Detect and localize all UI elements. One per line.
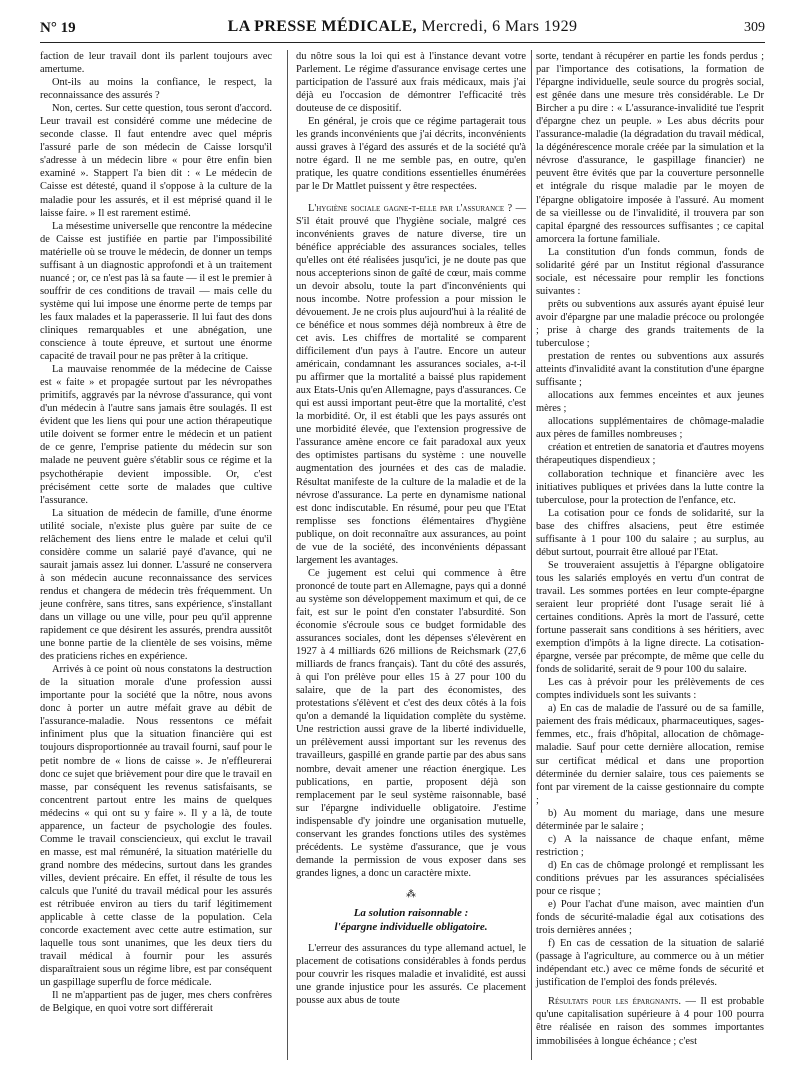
page-number: 309 bbox=[744, 20, 765, 35]
list-item: collaboration technique et financière avec les initiatives publiques et privées dans la lutte contre la tuberculose, pour la protection de l'enfance, etc. bbox=[536, 468, 764, 506]
case-item: d) En cas de chômage prolongé et remplissant les conditions prévues par les assurances spécialisées pour ce risque ; bbox=[536, 859, 764, 897]
paragraph: du nôtre sous la loi qui est à l'instance devant votre Parlement. Le régime d'assurance envisage certes une participation de l'assuré aux frais médicaux, mais j'ai déjà eu l'occasion de démontrer l'efficacité très douteuse de ce dispositif. bbox=[296, 51, 526, 115]
case-item: f) En cas de cessation de la situation de salarié (passage à l'agriculture, au commerce ou à un métier indépendant etc.) avec ce même fonds de sécurité et justification de l'emploi des fonds prélevés. bbox=[536, 938, 764, 989]
paragraph: La cotisation pour ce fonds de solidarité, sur la base des chiffres alsaciens, peut être estimée suffisante à 1 pour 100 du salaire ; au surplus, au début surtout, pourrait être alloué par l'Etat. bbox=[536, 507, 764, 558]
paragraph: Ont-ils au moins la confiance, le respect, la reconnaissance des assurés ? bbox=[40, 77, 272, 102]
column-divider-1 bbox=[287, 50, 288, 1060]
section-heading-results: Résultats pour les épargnants. bbox=[548, 996, 681, 1008]
list-item: allocations supplémentaires de chômage-maladie aux pères de familles nombreuses ; bbox=[536, 416, 764, 441]
paragraph: Il ne m'appartient pas de juger, mes chers confrères de Belgique, en quoi votre sort différerait bbox=[40, 990, 272, 1015]
paragraph: Se trouveraient assujettis à l'épargne obligatoire tous les salariés employés en vertu d'un contrat de travail. Les sommes portées en leur compte-épargne seraient leur propriété dont l'usage serait lié à certaines conditions. Après la mort de l'assuré, cette fortune passerait sans conditions à ses héritiers, avec exemption d'impôts à la ligne directe. La cotisation-épargne, versée par précompte, de même que celle du fonds de solidarité, serait de 9 pour 100 du salaire. bbox=[536, 559, 764, 676]
paragraph: Arrivés à ce point où nous constatons la destruction de la situation morale d'une profession aussi importante pour la société que la nôtre, nous avons donc à porter un autre méfait grave au débit de l'assurance-maladie. Nous ressentons ce méfait infiniment plus que la situation financière qui est toujours disproportionnée au travail fourni, sauf pour le petit nombre de « lions de caisse ». Je n'effleurerai donc ce sujet que brièvement pour dire que le travail en masse, par conséquent les revenus satisfaisants, se concentrent partout entre les mains de quelques médecins « qui ont su y faire ». Il y a là, de toute apparence, un facteur de psychologie des foules. Comme le travail consciencieux, qui exclut le travail en masse, est mal rémunéré, la situation matérielle du grand nombre des médecins, surtout dans les grandes villes, devient précaire. En effet, il résulte de tous les calculs que l'unité du travail médical pour les assurés est rétribuée environ au tiers du tarif légitimement applicable à cette classe de la population. Cela concorde exactement avec cette autre estimation, sur laquelle tous sont unanimes, que les deux tiers du travail médical à fournir pour les assurés disparaîtraient sous un régime libre, est par conséquent un gaspillage superflu de force médicale. bbox=[40, 664, 272, 989]
section-title-line-2: l'épargne individuelle obligatoire. bbox=[334, 920, 488, 933]
paragraph: Ce jugement est celui qui commence à être prononcé de toute part en Allemagne, pays qui a donné au système son développement maximum et qui, de ce fait, est sur le point d'en constater l'absurdité. Son économie s'écroule sous ce budget formidable des assurances sociales, dont les dépenses s'élevèrent en 1927 à 4 milliards 626 millions de Reichsmark (27,6 milliards de francs français). Tant du côté des assurés, à qui l'on prélève pour elles 15 à 27 pour 100 du salaire, que de la part des économistes, des protestations s'élèvent et c'est des deux côtés à la fois qu'on a demandé la liquidation complète du système. Une restriction aussi grave de la liberté individuelle, un prélèvement aussi important sur les revenus des travailleurs, gaspillé en grande partie par des abus sans nombre, devait amener une réaction énergique. Les publications, en partie, proposent déjà son remplacement par le seul système raisonnable, basé sur l'épargne individuelle obligatoire. J'estime indispensable d'y joindre une organisation mutuelle, conservant les grandes fonctions utiles des systèmes précédents. Le système d'assurance, que je vous demande la permission de vous exposer dans ses grandes lignes, a donc un caractère mixte. bbox=[296, 567, 526, 879]
list-item: création et entretien de sanatoria et d'autres moyens thérapeutiques dispendieux ; bbox=[536, 442, 764, 467]
column-divider-2 bbox=[531, 50, 532, 1060]
list-item: prestation de rentes ou subventions aux assurés atteints d'invalidité avant la constitution d'une épargne suffisante ; bbox=[536, 351, 764, 389]
column-3 bbox=[536, 50, 764, 1048]
header-rule bbox=[40, 42, 765, 43]
section-paragraph bbox=[536, 995, 764, 1047]
section-title bbox=[296, 907, 526, 934]
section-text: — S'il était prouvé que l'hygiène sociale, malgré ces inconvénients graves de nature diverse, tire un bénéfice appréciable des assurances sociales, telles qu'elles ont été réalisées jusqu'ici, je ne doute pas que nous accepterions sinon de gaîté de cœur, mais comme un devoir absolu, toute la part d'inconvénients qui nous incombe. Notre profession a pour mission le dévouement. Je ne crois plus aujourd'hui à la réalité de ce bénéfice et nous sommes déjà nombreux à être de cet avis. Les chiffres de mortalité se comparent difficilement d'un pays à l'autre. Encore un auteur américain, condamnant les assurances sociales, a-t-il pu affirmer que la mortalité a baissé plus rapidement aux Etats-Unis qu'en Allemagne, pays d'assurances. Ce qui est aussi important peut-être que la mortalité, c'est la morbidité. Or, il est établi que les pays assurés ont une morbidité élevée, que l'extension progressive de l'assurance amène encore ce fait paradoxal aux yeux des optimistes partisans du système : une nouvelle augmentation des journées et des cas de maladie. Résultat manifeste de la culture de la maladie et de la névrose d'assurance. La perte en dynamisme national est donc indiscutable. En résumé, pour peu que l'Etat remplisse ses fonctions élémentaires d'hygiène publique, on doit reconnaître aux assurances, au point de vue de la société, des inconvénients dépassant largement les avantages. bbox=[296, 202, 526, 566]
case-item: a) En cas de maladie de l'assuré ou de sa famille, paiement des frais médicaux, pharmaceutiques, sages-femmes, etc., frais d'hôpital, allocation de chômage-maladie. Sauf pour cette dernière allocation, remise sur certificat médical et dans une proportion déterminée du dernier salaire, tous ces paiements se font par virement de la caisse gestionnaire du compte ; bbox=[536, 703, 764, 806]
section-ornament: ⁂ bbox=[406, 888, 416, 900]
column-2 bbox=[296, 50, 526, 1007]
case-item: c) A la naissance de chaque enfant, même restriction ; bbox=[536, 833, 764, 858]
column-1 bbox=[40, 50, 272, 1015]
running-title bbox=[40, 18, 765, 36]
list-item: allocations aux femmes enceintes et aux jeunes mères ; bbox=[536, 390, 764, 415]
list-item: prêts ou subventions aux assurés ayant épuisé leur avoir d'épargne par une maladie précoce ou prolongée ; prise à charge des grands traitements de la tuberculose ; bbox=[536, 298, 764, 350]
paragraph: La mauvaise renommée de la médecine de Caisse est « faite » et propagée surtout par les névropathes primitifs, aggravés par la névrose d'assurance, qui vont d'un médecin à l'autre sans jamais être soulagés. Il est évident que les liens qui pour une action thérapeutique utile doivent se former entre le médecin et un patient de ce genre, l'emprise patiente du médecin sur son malade ne peuvent guère s'établir sous ce régime et la psychothérapie devient impossible. Or, c'est précisément cette sorte de malades que cultive l'assurance. bbox=[40, 364, 272, 506]
issue-number: N° 19 bbox=[40, 20, 76, 36]
section-text: — Il est probable qu'une capitalisation supérieure à 4 pour 100 pourra être réalisée en raison des sommes importantes immobilisées à longue échéance ; c'est bbox=[536, 996, 764, 1047]
case-item: e) Pour l'achat d'une maison, avec maintien d'un fonds de sécurité-maladie égal aux cotisations des trois dernières années ; bbox=[536, 899, 764, 937]
paragraph: La mésestime universelle que rencontre la médecine de Caisse est justifiée en partie par l'impossibilité matérielle où se trouve le médecin, de donner un temps suffisant à un diagnostic approfondi et à un traitement nuancé ; or, ce n'est pas là sa faute — il est le premier à souffrir de ces conditions de travail — mais celle du système qui lui impose une énorme perte de temps par les faux malades et la paperasserie. Il lui faut des dons cliniques remarquables et une abnégation, une conscience à toute épreuve, et surtout une énorme capacité de travail pour ne pas prêter à la critique. bbox=[40, 220, 272, 363]
journal-name: LA PRESSE MÉDICALE, bbox=[227, 18, 418, 35]
case-item: b) Au moment du mariage, dans une mesure déterminée par le salaire ; bbox=[536, 807, 764, 832]
paragraph: faction de leur travail dont ils parlent toujours avec amertume. bbox=[40, 51, 272, 76]
paragraph: sorte, tendant à récupérer en partie les fonds perdus ; par l'importance des cotisations, la formation de l'épargne individuelle, seule source du progrès social, est gênée dans une mesure très considérable. Le Dr Bircher a pu dire : « L'assurance-invalidité tue l'esprit d'épargne chez un peuple. » Les abus décrits pour l'assurance-maladie (la dégradation du travail médical, la dégénérescence morale créée par la simulation et la névrose d'assurance, le gaspillage financier) ne peuvent être évités que par la couverture personnelle et intégrale du risque maladie par le moyen de l'épargne obligatoire imposée à l'assuré. Au moment de sa vieillesse ou de l'invalidité, il trouvera par son capital épargné des ressources suffisantes ; ce capital amorcera la fortune familiale. bbox=[536, 51, 764, 245]
section-heading-hygiene: L'hygiène sociale gagne-t-elle par l'assurance ? bbox=[308, 202, 513, 214]
section-title-line-1: La solution raisonnable : bbox=[353, 907, 469, 919]
paragraph: L'erreur des assurances du type allemand actuel, le placement de cotisations considérables à fonds perdus pour couvrir les risques maladie et invalidité, est aussi une grande injustice pour les assurés. Ce placement pousse aux abus de toute bbox=[296, 943, 526, 1007]
paragraph: La constitution d'un fonds commun, fonds de solidarité géré par un Institut régional d'assurance sociale, est nécessaire pour remplir les fonctions suivantes : bbox=[536, 246, 764, 297]
paragraph: Les cas à prévoir pour les prélèvements de ces comptes individuels sont les suivants : bbox=[536, 677, 764, 702]
paragraph: Non, certes. Sur cette question, tous seront d'accord. Leur travail est considéré comme une médecine de seconde classe. Il faut entendre avec quel mépris l'assuré parle de son médecin de Caisse lorsqu'il s'adresse à un médecin libre « pour être enfin bien examiné ». Stappert l'a bien dit : « Le médecin de Caisse est détesté, quand il s'oppose à la culture de la maladie pour les assurés, et il est méprisé quand il le laisse faire. » Il est rarement estimé. bbox=[40, 103, 272, 219]
page-header bbox=[40, 18, 765, 42]
section-paragraph bbox=[296, 202, 526, 567]
paragraph: En général, je crois que ce régime partagerait tous les grands inconvénients que j'ai décrits, inconvénients aussi graves à l'égard des assurés et de la société qu'à notre égard. Il ne me semble pas, en outre, qu'en pratique, les quatre conditions essentielles énumérées par le Dr Mattlet puissent y être respectées. bbox=[296, 116, 526, 193]
paragraph: La situation de médecin de famille, d'une énorme utilité sociale, n'existe plus guère par suite de ce relâchement des liens entre le malade et celui qu'il considère comme un salarié payé d'avance, qui ne saurait jamais assez lui donner. L'assuré ne conservera à son médecin aucune reconnaissance des services rendus et changera de médecin très fréquemment. Un jeune confrère, sans titres, sans expérience, s'installant dans un village ou une ville, pour peu qu'il apprenne rapidement ce que désirent les assurés, prendra aussitôt une bonne partie de la clientèle de ses voisins, même des praticiens riches en expérience. bbox=[40, 507, 272, 663]
issue-date: Mercredi, 6 Mars 1929 bbox=[421, 18, 578, 35]
